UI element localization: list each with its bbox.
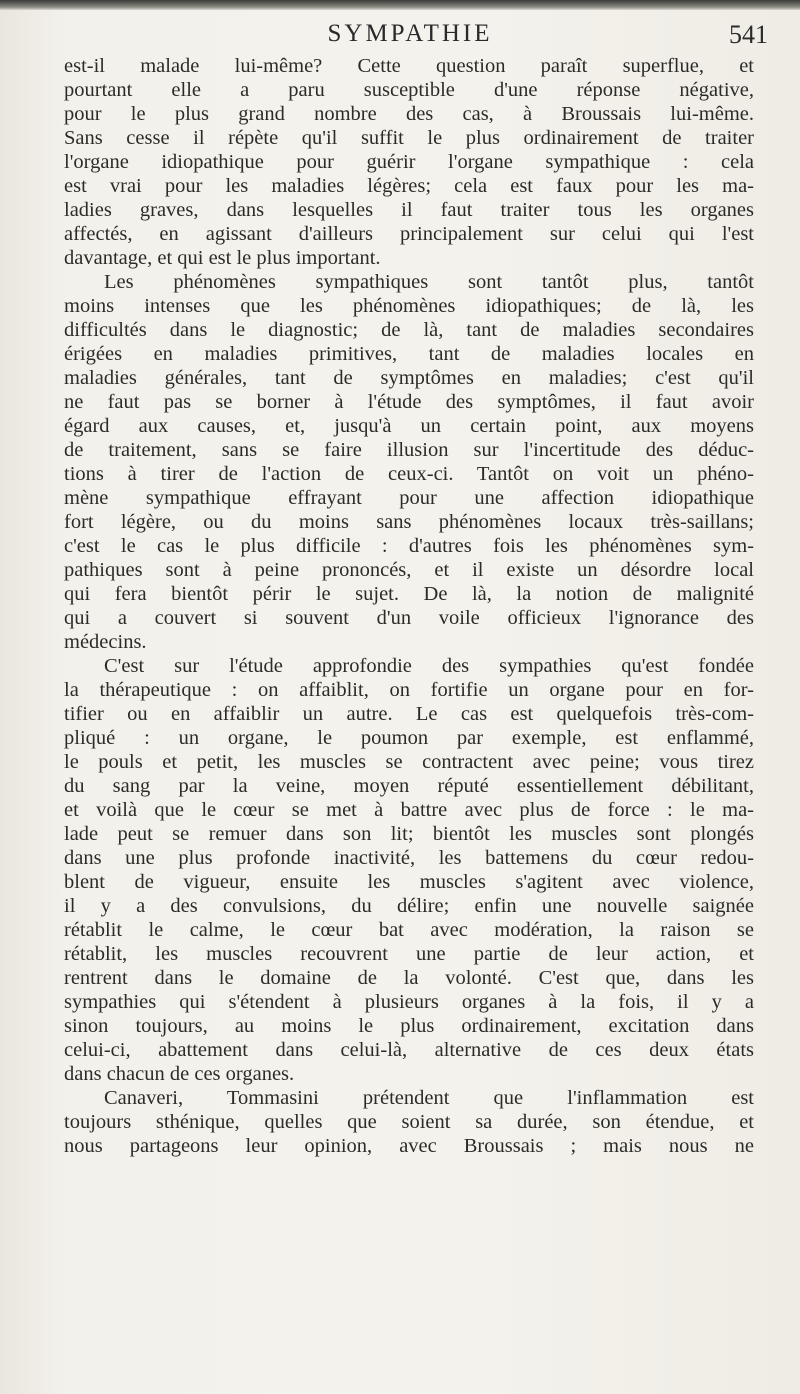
- text-line: tifier ou en affaiblir un autre. Le cas est quelquefois très-com-: [64, 703, 754, 725]
- text-line: c'est le cas le plus difficile : d'autres fois les phénomènes sym-: [64, 535, 754, 557]
- text-line: la thérapeutique : on affaiblit, on fortifie un organe pour en for-: [64, 679, 754, 701]
- text-line: pathiques sont à peine prononcés, et il existe un désordre local: [64, 559, 754, 581]
- text-line: ne faut pas se borner à l'étude des symptômes, il faut avoir: [64, 391, 754, 413]
- text-line: mène sympathique effrayant pour une affection idiopathique: [64, 487, 754, 509]
- text-line: Les phénomènes sympathiques sont tantôt plus, tantôt: [104, 271, 754, 293]
- text-line: sympathies qui s'étendent à plusieurs organes à la fois, il y a: [64, 991, 754, 1013]
- page-top-edge: [0, 0, 800, 10]
- text-line: toujours sthénique, quelles que soient sa durée, son étendue, et: [64, 1111, 754, 1133]
- text-line: dans une plus profonde inactivité, les battemens du cœur redou-: [64, 847, 754, 869]
- text-line: dans chacun de ces organes.: [64, 1063, 295, 1085]
- text-line: il y a des convulsions, du délire; enfin une nouvelle saignée: [64, 895, 754, 917]
- text-line: affectés, en agissant d'ailleurs principalement sur celui qui l'est: [64, 223, 754, 245]
- text-line: rétablit le calme, le cœur bat avec modération, la raison se: [64, 919, 754, 941]
- text-line: pliqué : un organe, le poumon par exemple, est enflammé,: [64, 727, 754, 749]
- text-line: blent de vigueur, ensuite les muscles s'agitent avec violence,: [64, 871, 754, 893]
- text-line: sinon toujours, au moins le plus ordinairement, excitation dans: [64, 1015, 754, 1037]
- text-line: qui a couvert si souvent d'un voile officieux l'ignorance des: [64, 607, 754, 629]
- text-line: lade peut se remuer dans son lit; bientôt les muscles sont plongés: [64, 823, 754, 845]
- text-line: pour le plus grand nombre des cas, à Broussais lui-même.: [64, 103, 754, 125]
- page-header: [60, 20, 768, 54]
- text-line: égard aux causes, et, jusqu'à un certain point, aux moyens: [64, 415, 754, 437]
- text-line: tions à tirer de l'action de ceux-ci. Tantôt on voit un phéno-: [64, 463, 754, 485]
- text-line: ladies graves, dans lesquelles il faut traiter tous les organes: [64, 199, 754, 221]
- text-line: rentrent dans le domaine de la volonté. C'est que, dans les: [64, 967, 754, 989]
- body-text: [64, 54, 754, 1158]
- text-line: davantage, et qui est le plus important.: [64, 247, 381, 269]
- page-number: 541: [729, 20, 768, 49]
- text-line: fort légère, ou du moins sans phénomènes locaux très-saillans;: [64, 511, 754, 533]
- text-line: qui fera bientôt périr le sujet. De là, la notion de malignité: [64, 583, 754, 605]
- text-line: Sans cesse il répète qu'il suffit le plus ordinairement de traiter: [64, 127, 754, 149]
- text-line: du sang par la veine, moyen réputé essentiellement débilitant,: [64, 775, 754, 797]
- text-line: Canaveri, Tommasini prétendent que l'inflammation est: [104, 1087, 754, 1109]
- text-line: médecins.: [64, 631, 147, 653]
- text-line: nous partageons leur opinion, avec Broussais ; mais nous ne: [64, 1135, 754, 1157]
- text-line: difficultés dans le diagnostic; de là, tant de maladies secondaires: [64, 319, 754, 341]
- text-line: C'est sur l'étude approfondie des sympathies qu'est fondée: [104, 655, 754, 677]
- text-line: est vrai pour les maladies légères; cela est faux pour les ma-: [64, 175, 754, 197]
- text-line: maladies générales, tant de symptômes en maladies; c'est qu'il: [64, 367, 754, 389]
- running-title: SYMPATHIE: [327, 20, 493, 47]
- text-line: et voilà que le cœur se met à battre avec plus de force : le ma-: [64, 799, 754, 821]
- text-line: rétablit, les muscles recouvrent une partie de leur action, et: [64, 943, 754, 965]
- text-line: le pouls et petit, les muscles se contractent avec peine; vous tirez: [64, 751, 754, 773]
- text-line: de traitement, sans se faire illusion sur l'incertitude des déduc-: [64, 439, 754, 461]
- text-line: est-il malade lui-même? Cette question paraît superflue, et: [64, 55, 754, 77]
- text-line: pourtant elle a paru susceptible d'une réponse négative,: [64, 79, 754, 101]
- text-line: érigées en maladies primitives, tant de maladies locales en: [64, 343, 754, 365]
- text-line: celui-ci, abattement dans celui-là, alternative de ces deux états: [64, 1039, 754, 1061]
- text-line: moins intenses que les phénomènes idiopathiques; de là, les: [64, 295, 754, 317]
- text-line: l'organe idiopathique pour guérir l'organe sympathique : cela: [64, 151, 754, 173]
